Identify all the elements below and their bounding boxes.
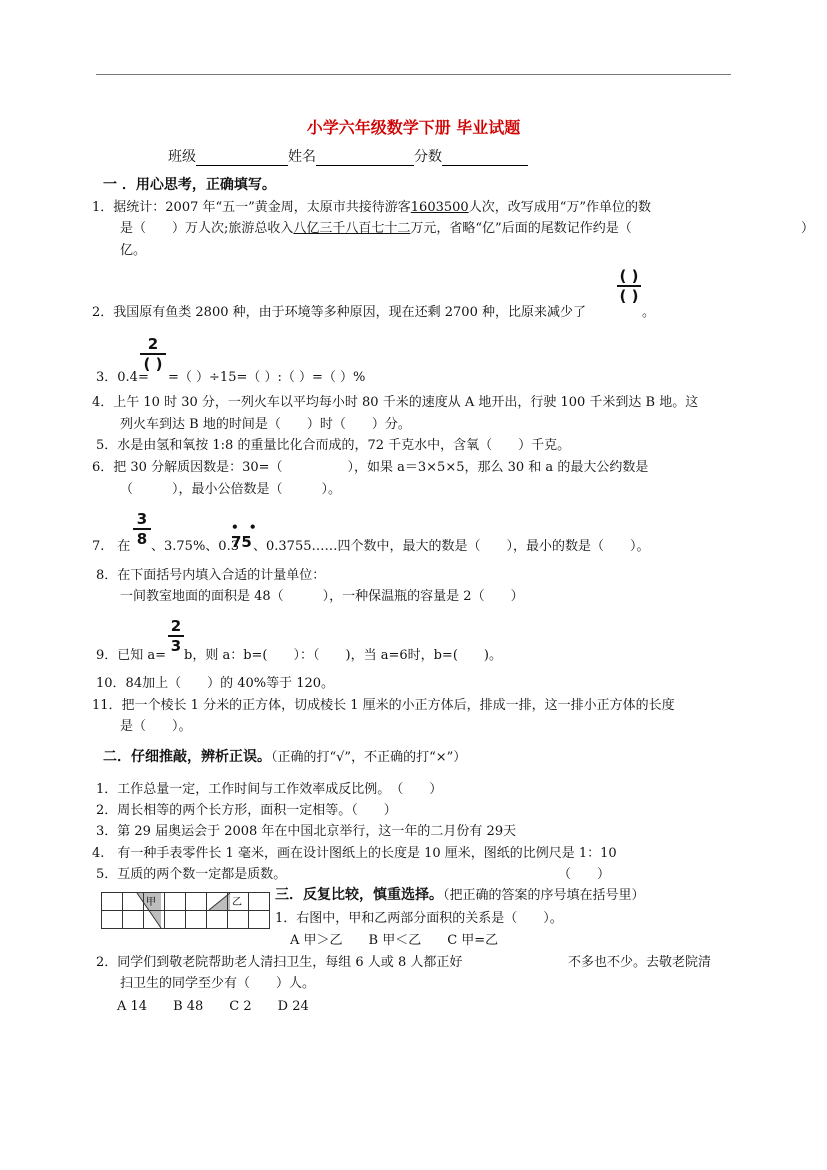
q2-end: 。 <box>642 305 656 320</box>
question-6-line-1: 6．把 30 分解质因数是：30=（ ），如果 a＝3×5×5，那么 30 和 a 的最大公约数是 <box>92 460 649 475</box>
area-comparison-figure <box>101 892 273 930</box>
question-2: 2．我国原有鱼类 2800 种，由于环境等多种原因，现在还剩 2700 种，比原来减少了 <box>92 305 586 320</box>
q3-fraction <box>140 336 166 372</box>
page-title: 小学六年级数学下册 毕业试题 <box>306 118 521 137</box>
q7-fraction-denominator: 8 <box>136 530 148 548</box>
section-2-instructions: （正确的打“√”，不正确的打“×”） <box>271 750 467 765</box>
question-3: =（ ）÷15=（ ）:（ ）=（ ）% <box>168 370 366 385</box>
choice-2-line-2: 扫卫生的同学至少有（ ）人。 <box>120 976 316 991</box>
section-2-heading <box>103 750 466 765</box>
choice-2-line-1: 2．同学们到敬老院帮助老人清扫卫生，每组 6 人或 8 人都正好 <box>96 955 463 970</box>
section-2-title: 二．仔细推敲，辨析正误。 <box>103 749 271 765</box>
question-3-start: 3．0.4= <box>96 370 149 385</box>
region-a-label: 甲 <box>146 897 156 908</box>
class-blank[interactable] <box>196 151 288 166</box>
region-b-label: 乙 <box>232 897 242 908</box>
judge-item-2: 2．周长相等的两个长方形，面积一定相等。（ ） <box>96 803 397 818</box>
section-3-instructions: （把正确的答案的序号填在括号里） <box>443 888 645 903</box>
question-11-line-2: 是（ ）。 <box>120 719 192 734</box>
question-11-line-1: 11．把一个棱长 1 分米的正方体，切成棱长 1 厘米的小正方体后，排成一排，这一排小正方体的长度 <box>92 698 675 713</box>
q7-fraction-numerator: 3 <box>136 510 148 528</box>
q1-underlined-amount: 八亿三千八百七十二 <box>293 221 411 236</box>
choice-1-options: A 甲＞乙 B 甲＜乙 C 甲=乙 <box>290 933 499 948</box>
score-blank[interactable] <box>442 151 528 166</box>
q3-fraction-numerator: 2 <box>147 335 159 353</box>
q2-fraction <box>617 268 641 304</box>
q2-fraction-denominator: ( ) <box>619 287 639 305</box>
question-7-start: 7. 在 <box>92 539 131 554</box>
question-1-line-1 <box>92 200 651 215</box>
q1-line2-end: 万元，省略“亿”后面的尾数记作约是（ <box>410 221 632 236</box>
q1-close-paren: ） <box>801 221 815 236</box>
question-1-line-3: 亿。 <box>120 243 147 258</box>
name-label: 姓名 <box>288 149 316 165</box>
question-6-line-2: （ ），最小公倍数是（ ）。 <box>120 482 342 497</box>
q1-text: 1．据统计：2007 年“五一”黄金周，太原市共接待游客 <box>92 200 411 215</box>
question-4-line-2: 列火车到达 B 地的时间是（ ）时（ ）分。 <box>120 417 411 432</box>
choice-1: 1．右图中，甲和乙两部分面积的关系是（ ）。 <box>275 911 563 926</box>
question-7-middle: 、3.75%、0.3 <box>151 539 239 554</box>
q1-text-end: 人次，改写成用“万”作单位的数 <box>468 200 651 215</box>
judge-item-1: 1．工作总量一定，工作时间与工作效率成反比例。 （ ） <box>96 782 443 797</box>
question-7: 、0.3755……四个数中，最大的数是（ ），最小的数是（ ）。 <box>253 539 650 554</box>
question-9: b，则 a：b=( ）：（ )，当 a=6时，b=( )。 <box>184 648 502 663</box>
question-9-start: 9．已知 a= <box>96 648 167 663</box>
section-1-heading: 一 ．用心思考，正确填写。 <box>103 177 276 193</box>
q3-fraction-denominator: ( ) <box>143 355 163 373</box>
choice-2-options: A 14 B 48 C 2 D 24 <box>117 999 309 1014</box>
question-8-line-2: 一间教室地面的面积是 48（ ），一种保温瓶的容量是 2（ ） <box>120 589 524 604</box>
choice-2-line-1-end: 不多也不少。去敬老院清 <box>568 955 712 970</box>
question-1-line-2 <box>120 221 632 236</box>
q7-repeating-digits: 75 <box>231 533 252 551</box>
judge-item-4: 4. 有一种手表零件长 1 毫米，画在设计图纸上的长度是 10 厘米，图纸的比例尺是 1：10 <box>92 846 617 861</box>
header-rule <box>96 74 731 75</box>
question-4-line-1: 4．上午 10 时 30 分，一列火车以平均每小时 80 千米的速度从 A 地开出，行驶 100 千米到达 B 地。这 <box>92 395 699 410</box>
question-5: 5．水是由氢和氧按 1:8 的重量比化合而成的，72 千克水中，含氧（ ）千克。 <box>96 438 571 453</box>
name-blank[interactable] <box>316 151 414 166</box>
q7-fraction <box>133 511 151 547</box>
section-3-heading <box>275 888 645 903</box>
score-label: 分数 <box>414 149 442 165</box>
section-3-title: 三．反复比较，慎重选择。 <box>275 887 443 903</box>
judge-item-3: 3．第 29 届奥运会于 2008 年在中国北京举行，这一年的二月份有 29天 <box>96 824 517 839</box>
judge-item-5: 5．互质的两个数一定都是质数。 <box>96 867 287 882</box>
q9-fraction <box>168 618 184 654</box>
judge-item-5-paren: （ ） <box>558 867 611 882</box>
q9-fraction-numerator: 2 <box>170 617 182 635</box>
class-label: 班级 <box>168 149 196 165</box>
q1-underlined-number: 1603500 <box>410 200 469 215</box>
q9-fraction-denominator: 3 <box>170 637 182 655</box>
question-8-line-1: 8．在下面括号内填入合适的计量单位： <box>96 568 326 583</box>
q2-fraction-numerator: ( ) <box>619 267 639 285</box>
student-info-row <box>168 146 528 166</box>
question-10: 10．84加上（ ）的 40%等于 120。 <box>96 676 335 691</box>
q1-line2-text: 是（ ）万人次;旅游总收入 <box>120 221 294 236</box>
repeating-decimal-dots: • • <box>231 520 260 534</box>
